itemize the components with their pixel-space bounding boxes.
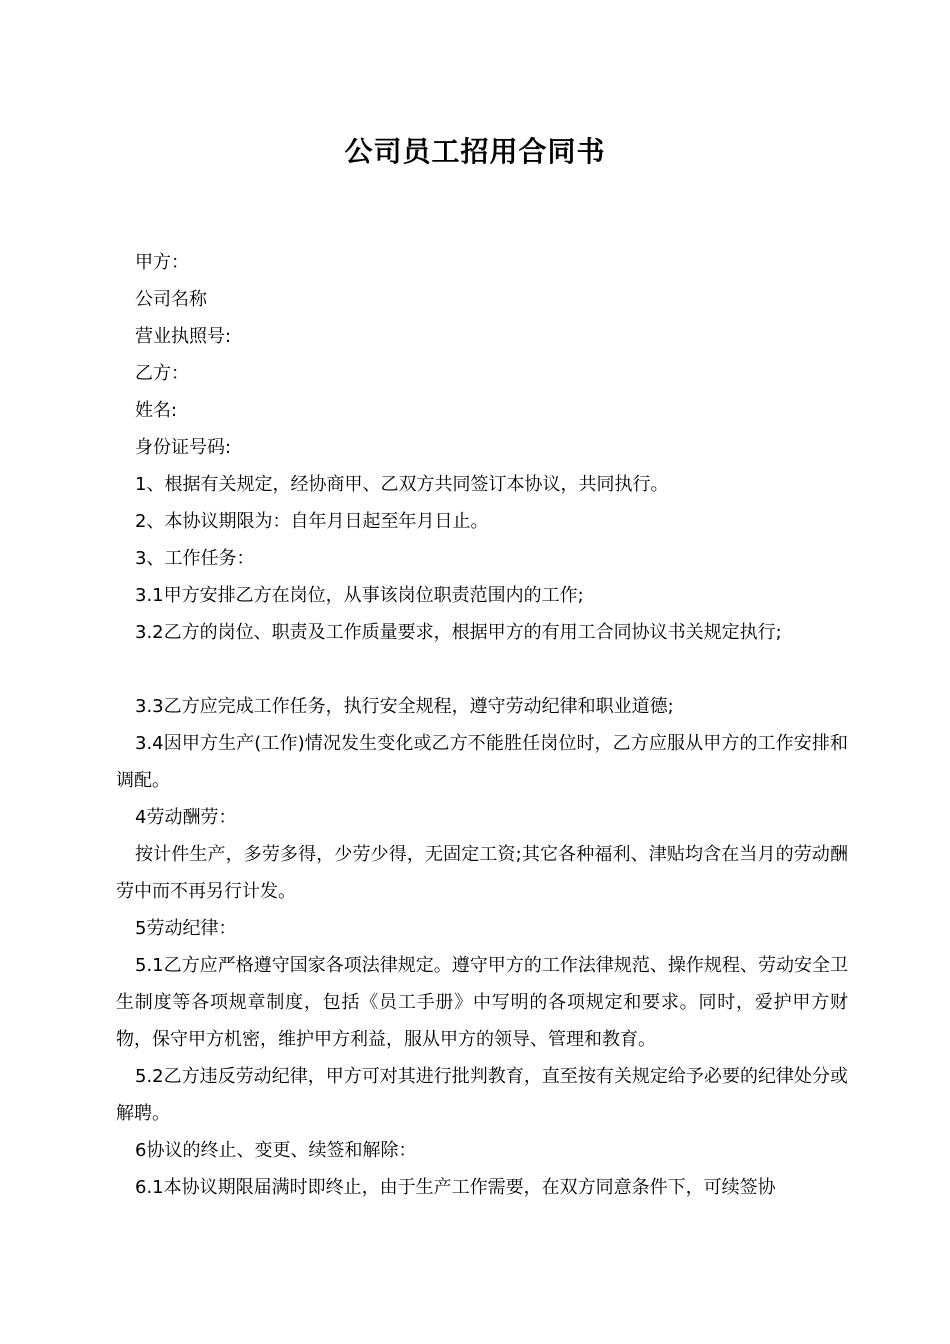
paragraph-party-a: 甲方： [135,252,189,273]
paragraph-company-name: 公司名称 [135,289,207,310]
clause-2: 2、本协议期限为：自年月日起至年月日止。 [135,511,489,532]
clause-5-1: 5.1乙方应严格遵守国家各项法律规定。遵守甲方的工作法律规范、操作规程、劳动安全卫生制度等各项规章制度，包括《员工手册》中写明的各项规定和要求。同时，爱护甲方财物，保守甲方机密，维护甲方利益，服从甲方的领导、管理和教育。 [116,955,848,1050]
clause-5-heading: 5劳动纪律： [135,918,237,939]
clause-6-heading: 6协议的终止、变更、续签和解除： [135,1140,417,1161]
clause-4-heading: 4劳动酬劳： [135,807,237,828]
document-body [116,244,848,1206]
clause-3-1: 3.1甲方安排乙方在岗位，从事该岗位职责范围内的工作; [135,585,584,606]
clause-3-3: 3.3乙方应完成工作任务，执行安全规程，遵守劳动纪律和职业道德; [135,696,674,717]
paragraph-license-number: 营业执照号: [135,326,232,347]
document-title: 公司员工招用合同书 [344,135,606,168]
clause-5-2: 5.2乙方违反劳动纪律，甲方可对其进行批判教育，直至按有关规定给予必要的纪律处分或解聘。 [116,1066,848,1124]
paragraph-party-b: 乙方： [135,363,189,384]
clause-4-body: 按计件生产，多劳多得，少劳少得，无固定工资;其它各种福利、津贴均含在当月的劳动酬劳中而不再另行计发。 [116,844,848,902]
clause-1: 1、根据有关规定，经协商甲、乙双方共同签订本协议，共同执行。 [135,474,669,495]
clause-3-2: 3.2乙方的岗位、职责及工作质量要求，根据甲方的有用工合同协议书关规定执行; [135,622,782,643]
paragraph-id-number: 身份证号码: [135,437,232,458]
paragraph-name: 姓名: [135,400,178,421]
clause-3-heading: 3、工作任务： [135,548,255,569]
clause-6-1: 6.1本协议期限届满时即终止，由于生产工作需要，在双方同意条件下，可续签协 [135,1177,776,1198]
blank-line [116,651,848,688]
clause-3-4: 3.4因甲方生产(工作)情况发生变化或乙方不能胜任岗位时，乙方应服从甲方的工作安排和调配。 [116,733,848,791]
